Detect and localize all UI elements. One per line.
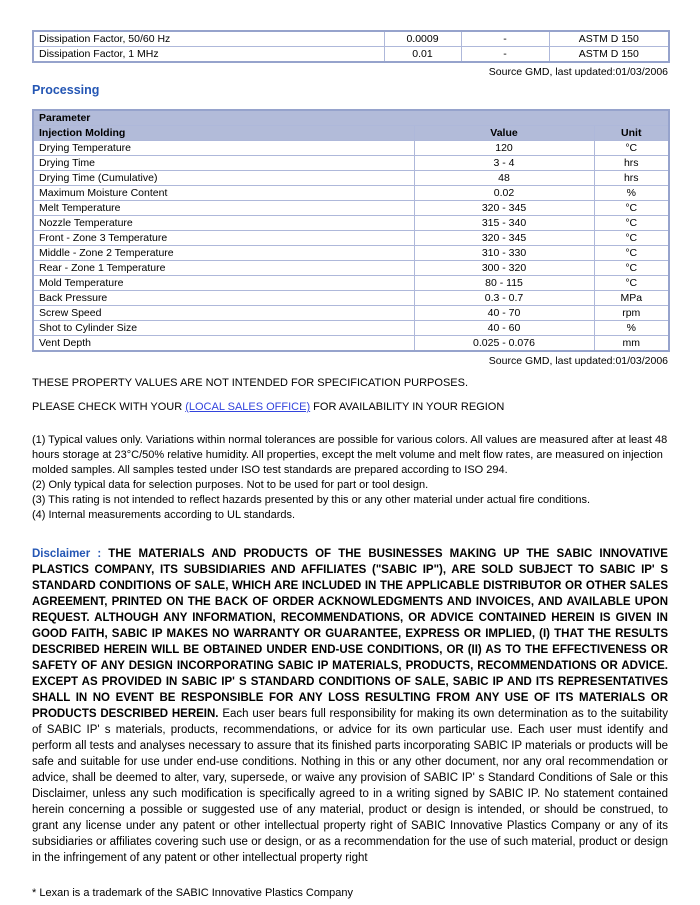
footnote: (2) Only typical data for selection purposes. Not to be used for part or tool design. <box>32 479 429 491</box>
unit-cell: °C <box>594 276 669 291</box>
parameter-name-cell: Melt Temperature <box>33 201 414 216</box>
local-sales-office-link[interactable]: (LOCAL SALES OFFICE) <box>185 401 311 413</box>
processing-section-heading: Processing <box>32 83 100 97</box>
footnote: (4) Internal measurements according to UL standards. <box>32 509 296 521</box>
unit-cell: hrs <box>594 171 669 186</box>
table-row <box>33 141 669 156</box>
table-row <box>33 31 669 47</box>
value-cell-2: - <box>461 31 549 47</box>
unit-cell: °C <box>594 141 669 156</box>
value-cell: 40 - 60 <box>414 321 594 336</box>
value-cell: 300 - 320 <box>414 261 594 276</box>
parameter-name-cell: Middle - Zone 2 Temperature <box>33 246 414 261</box>
disclaimer-bold-text: THE MATERIALS AND PRODUCTS OF THE BUSINESSES MAKING UP THE SABIC INNOVATIVE PLASTICS COMPANY, ITS SUBSIDIARIES AND AFFILIATES ("SABIC IP"), ARE SOLD SUBJECT TO SABIC IP' S STANDARD CONDITIONS OF SALE, WHICH ARE INCLUDED IN THE APPLICABLE DISTRIBUTOR OR OTHER SALES AGREEMENT, PRINTED ON THE BACK OF ORDER ACKNOWLEDGMENTS AND INVOICES, AND AVAILABLE UPON REQUEST. ALTHOUGH ANY INFORMATION, RECOMMENDATIONS, OR ADVICE CONTAINED HEREIN IS GIVEN IN GOOD FAITH, SABIC IP MAKES NO WARRANTY OR GUARANTEE, EXPRESS OR IMPLIED, (I) THAT THE RESULTS DESCRIBED HEREIN WILL BE OBTAINED UNDER END-USE CONDITIONS, OR (II) AS TO THE EFFECTIVENESS OR SAFETY OF ANY DESIGN INCORPORATING SABIC IP MATERIALS, PRODUCTS, RECOMMENDATIONS OR ADVICE. EXCEPT AS PROVIDED IN SABIC IP' S STANDARD CONDITIONS OF SALE, SABIC IP AND ITS REPRESENTATIVES SHALL IN NO EVENT BE RESPONSIBLE FOR ANY LOSS RESULTING FROM ANY USE OF ITS MATERIALS OR PRODUCTS DESCRIBED HEREIN. <box>32 548 668 720</box>
table-row <box>33 216 669 231</box>
source-note: Source GMD, last updated:01/03/2006 <box>488 355 668 367</box>
table-row <box>33 321 669 336</box>
unit-cell: % <box>594 321 669 336</box>
processing-table-head <box>33 110 669 141</box>
value-cell: 310 - 330 <box>414 246 594 261</box>
property-name-cell: Dissipation Factor, 1 MHz <box>33 47 384 63</box>
value-cell: 0.01 <box>384 47 461 63</box>
parameter-name-cell: Front - Zone 3 Temperature <box>33 231 414 246</box>
table-row <box>33 156 669 171</box>
value-cell: 0.3 - 0.7 <box>414 291 594 306</box>
standard-cell: ASTM D 150 <box>549 31 669 47</box>
footnotes-block <box>32 433 668 523</box>
unit-cell: °C <box>594 201 669 216</box>
value-cell: 320 - 345 <box>414 201 594 216</box>
table-row <box>33 246 669 261</box>
value-cell-2: - <box>461 47 549 63</box>
availability-note-suffix: FOR AVAILABILITY IN YOUR REGION <box>310 401 505 413</box>
parameter-name-cell: Screw Speed <box>33 306 414 321</box>
unit-cell: °C <box>594 231 669 246</box>
parameter-name-cell: Nozzle Temperature <box>33 216 414 231</box>
electrical-properties-table <box>32 30 670 63</box>
unit-cell: MPa <box>594 291 669 306</box>
source-note: Source GMD, last updated:01/03/2006 <box>488 66 668 78</box>
value-cell: 0.02 <box>414 186 594 201</box>
value-cell: 48 <box>414 171 594 186</box>
table-row <box>33 261 669 276</box>
table-row <box>33 231 669 246</box>
processing-table <box>32 109 670 352</box>
unit-cell: hrs <box>594 156 669 171</box>
standard-cell: ASTM D 150 <box>549 47 669 63</box>
unit-header-cell: Unit <box>594 126 669 141</box>
table-row <box>33 336 669 352</box>
value-cell: 40 - 70 <box>414 306 594 321</box>
unit-cell: °C <box>594 246 669 261</box>
value-cell: 315 - 340 <box>414 216 594 231</box>
table-row <box>33 291 669 306</box>
disclaimer-label: Disclaimer : <box>32 548 109 560</box>
value-header-cell: Value <box>414 126 594 141</box>
unit-cell: °C <box>594 261 669 276</box>
value-cell: 120 <box>414 141 594 156</box>
table-row <box>33 186 669 201</box>
unit-cell: rpm <box>594 306 669 321</box>
parameter-name-cell: Drying Time <box>33 156 414 171</box>
trademark-note: * Lexan is a trademark of the SABIC Innovative Plastics Company <box>32 887 353 899</box>
value-cell: 0.0009 <box>384 31 461 47</box>
value-cell: 0.025 - 0.076 <box>414 336 594 352</box>
parameter-name-cell: Maximum Moisture Content <box>33 186 414 201</box>
parameter-header-cell: Parameter <box>33 110 669 126</box>
specification-note: THESE PROPERTY VALUES ARE NOT INTENDED FOR SPECIFICATION PURPOSES. <box>32 377 469 389</box>
unit-cell: °C <box>594 216 669 231</box>
value-cell: 80 - 115 <box>414 276 594 291</box>
header-row-columns <box>33 126 669 141</box>
disclaimer-paragraph <box>32 546 668 866</box>
injection-molding-header-cell: Injection Molding <box>33 126 414 141</box>
unit-cell: % <box>594 186 669 201</box>
value-cell: 3 - 4 <box>414 156 594 171</box>
header-row-parameter <box>33 110 669 126</box>
parameter-name-cell: Mold Temperature <box>33 276 414 291</box>
parameter-name-cell: Vent Depth <box>33 336 414 352</box>
unit-cell: mm <box>594 336 669 352</box>
parameter-name-cell: Drying Temperature <box>33 141 414 156</box>
processing-table-body <box>33 141 669 352</box>
table-row <box>33 306 669 321</box>
table-row <box>33 47 669 63</box>
availability-note <box>32 401 668 413</box>
parameter-name-cell: Shot to Cylinder Size <box>33 321 414 336</box>
disclaimer-regular-text: Each user bears full responsibility for making its own determination as to the suitability of SABIC IP' s materials, products, recommendations, or advice for its own particular use. Each user must identify and perform all tests and analyses necessary to assure that its finished parts incorporating SABIC IP materials or products will be safe and suitable for use under end-use conditions. Nothing in this or any other document, nor any oral recommendation or advice, shall be deemed to alter, vary, supersede, or waive any provision of SABIC IP' s Standard Conditions of Sale or this Disclaimer, unless any such modification is specifically agreed to in a writing signed by SABIC IP. No statement contained herein concerning a possible or suggested use of any material, product or design is intended, or should be construed, to grant any license under any patent or other intellectual property right of SABIC Innovative Plastics Company or any of its subsidiaries or affiliates covering such use or design, or as a recommendation for the use of such material, product or design in the infringement of any patent or other intellectual property right <box>32 708 668 864</box>
table-row <box>33 276 669 291</box>
availability-note-prefix: PLEASE CHECK WITH YOUR <box>32 401 186 413</box>
parameter-name-cell: Back Pressure <box>33 291 414 306</box>
value-cell: 320 - 345 <box>414 231 594 246</box>
footnote: (1) Typical values only. Variations within normal tolerances are possible for various colors. All values are measured after at least 48 hours storage at 23°C/50% relative humidity. All properties, except the melt volume and melt flow rates, are measured on injection molded samples. All samples tested under ISO test standards are prepared according to ISO 294. <box>32 434 668 476</box>
property-name-cell: Dissipation Factor, 50/60 Hz <box>33 31 384 47</box>
electrical-properties-body <box>33 31 669 62</box>
table-row <box>33 171 669 186</box>
parameter-name-cell: Drying Time (Cumulative) <box>33 171 414 186</box>
table-row <box>33 201 669 216</box>
footnote: (3) This rating is not intended to reflect hazards presented by this or any other material under actual fire conditions. <box>32 494 591 506</box>
parameter-name-cell: Rear - Zone 1 Temperature <box>33 261 414 276</box>
